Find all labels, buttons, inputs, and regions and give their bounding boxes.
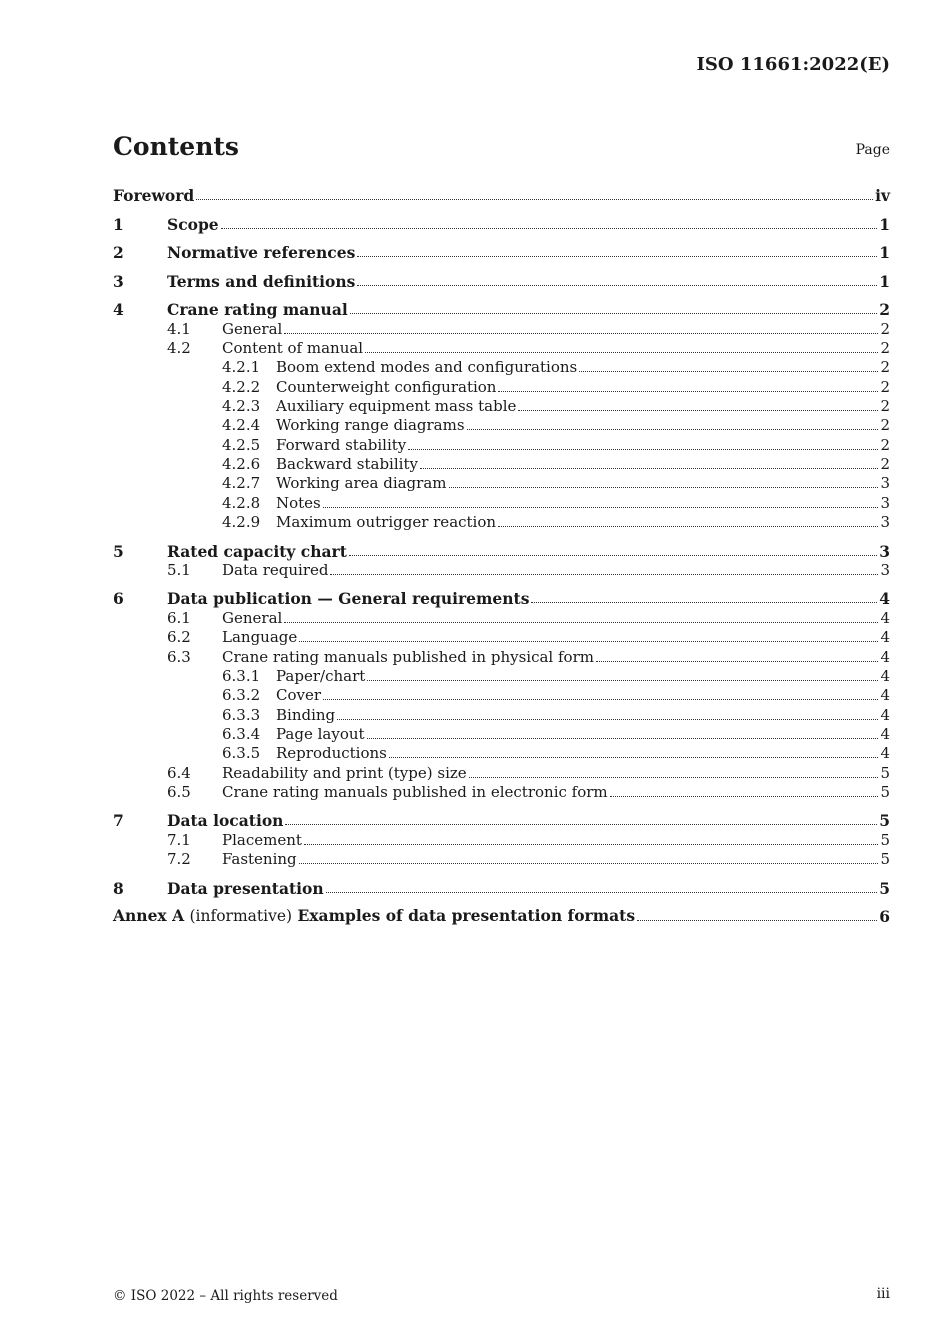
toc-number: 8 (113, 878, 124, 898)
toc-page-number: 2 (880, 358, 890, 377)
toc-page-number: 2 (880, 416, 890, 435)
toc-number: 6.3.3 (222, 705, 261, 724)
toc-title: Counterweight configuration (276, 377, 497, 396)
toc-title: Data required (222, 560, 329, 579)
leader-dots (579, 371, 878, 372)
toc-title: Crane rating manual (167, 300, 348, 320)
toc-entry[interactable] (113, 580, 890, 609)
toc-page-number: 5 (880, 850, 890, 869)
toc-entry[interactable] (113, 339, 890, 358)
toc-number: 6.3.2 (222, 686, 261, 705)
page-column-label: Page (855, 142, 890, 158)
toc-number: 4.2.7 (222, 474, 261, 493)
toc-title: Paper/chart (276, 666, 366, 685)
toc-number: 6.5 (167, 782, 191, 801)
leader-dots (367, 738, 879, 739)
leader-dots (367, 680, 878, 681)
toc-page-number: iv (875, 186, 890, 206)
leader-dots (449, 487, 879, 488)
toc-page-number: 4 (880, 744, 890, 763)
toc-page-number: 4 (880, 686, 890, 705)
toc-number: 5 (113, 541, 124, 561)
toc-page-number: 5 (880, 830, 890, 849)
leader-dots (285, 824, 877, 825)
toc-title: Data presentation (167, 878, 324, 898)
toc-number: 4.1 (167, 319, 191, 338)
toc-number: 4.2.9 (222, 513, 261, 532)
toc-title: Data location (167, 811, 284, 831)
toc-title: Maximum outrigger reaction (276, 513, 497, 532)
toc-page-number: 1 (879, 271, 890, 291)
toc-title: Page layout (276, 724, 365, 743)
toc-entry[interactable] (113, 513, 890, 532)
toc-title: Language (222, 628, 298, 647)
leader-dots (357, 256, 877, 257)
toc-number: 4.2.5 (222, 435, 261, 454)
leader-dots (420, 468, 879, 469)
toc-entry[interactable] (113, 686, 890, 705)
toc-number: 4 (113, 300, 124, 320)
toc-page-number: 2 (880, 397, 890, 416)
toc-entry[interactable] (113, 647, 890, 666)
toc-page-number: 2 (880, 435, 890, 454)
leader-dots (498, 526, 878, 527)
toc-page-number: 2 (879, 300, 890, 320)
toc-number: 4.2.3 (222, 397, 261, 416)
toc-entry[interactable] (113, 744, 890, 763)
toc-title: Cover (276, 686, 322, 705)
page-title: Contents (113, 132, 240, 161)
toc-number: 4.2.4 (222, 416, 261, 435)
toc-title: General (222, 319, 283, 338)
toc-title: Boom extend modes and configurations (276, 358, 578, 377)
toc-entry[interactable] (113, 186, 890, 205)
toc-page-number: 3 (880, 560, 890, 579)
leader-dots (323, 699, 878, 700)
toc-number: 6.3.1 (222, 666, 261, 685)
leader-dots (365, 352, 878, 353)
toc-entry[interactable] (113, 561, 890, 580)
toc-number: 5.1 (167, 560, 191, 579)
leader-dots (196, 199, 873, 200)
toc-title: Working area diagram (276, 474, 447, 493)
toc-title: Content of manual (222, 339, 364, 358)
toc-page-number: 6 (879, 907, 890, 927)
toc-entry[interactable] (113, 397, 890, 416)
toc-page-number: 4 (880, 647, 890, 666)
toc-title: Terms and definitions (167, 271, 356, 291)
toc-page-number: 1 (879, 214, 890, 234)
toc-number: 6.3.4 (222, 724, 261, 743)
toc-page-number: 3 (880, 513, 890, 532)
toc-entry[interactable] (113, 319, 890, 338)
toc-page-number: 2 (880, 377, 890, 396)
toc-number: 7 (113, 811, 124, 831)
toc-page-number: 2 (880, 319, 890, 338)
toc-entry[interactable] (113, 850, 890, 869)
leader-dots (330, 574, 878, 575)
toc-annex-title: Annex A (informative) Examples of data presentation formats (113, 906, 636, 926)
leader-dots (284, 333, 878, 334)
leader-dots (349, 555, 877, 556)
leader-dots (337, 719, 878, 720)
toc-page-number: 4 (879, 589, 890, 609)
toc-number: 2 (113, 243, 124, 263)
toc-title: Scope (167, 214, 219, 234)
toc-entry-annex-a[interactable] (113, 898, 890, 927)
leader-dots (304, 844, 879, 845)
toc-entry[interactable] (113, 435, 890, 454)
toc-page-number: 2 (880, 339, 890, 358)
toc-title: Crane rating manuals published in electronic form (222, 782, 608, 801)
toc-entry[interactable] (113, 532, 890, 561)
toc-entry[interactable] (113, 455, 890, 474)
toc-number: 7.1 (167, 830, 191, 849)
toc-entry[interactable] (113, 667, 890, 686)
toc-entry[interactable] (113, 416, 890, 435)
leader-dots (284, 622, 878, 623)
toc-title: Readability and print (type) size (222, 763, 467, 782)
leader-dots (357, 285, 877, 286)
toc-entry[interactable] (113, 358, 890, 377)
leader-dots (299, 863, 879, 864)
toc-title: Data publication — General requirements (167, 589, 530, 609)
leader-dots (531, 602, 877, 603)
toc-page-number: 5 (879, 811, 890, 831)
toc-entry[interactable] (113, 474, 890, 493)
toc-title: Working range diagrams (276, 416, 465, 435)
leader-dots (518, 410, 878, 411)
toc-page-number: 4 (880, 608, 890, 627)
toc-title: Placement (222, 830, 302, 849)
toc-number: 7.2 (167, 850, 191, 869)
toc-number: 1 (113, 214, 124, 234)
toc-number: 6.1 (167, 608, 191, 627)
toc-entry[interactable] (113, 725, 890, 744)
table-of-contents (113, 186, 890, 926)
leader-dots (637, 920, 877, 921)
toc-entry[interactable] (113, 493, 890, 512)
toc-entry[interactable] (113, 802, 890, 831)
leader-dots (610, 796, 879, 797)
toc-page-number: 1 (879, 243, 890, 263)
leader-dots (596, 661, 878, 662)
toc-title: Foreword (113, 186, 195, 206)
toc-entry[interactable] (113, 763, 890, 782)
toc-page-number: 4 (880, 705, 890, 724)
leader-dots (326, 892, 878, 893)
toc-entry[interactable] (113, 783, 890, 802)
toc-entry[interactable] (113, 205, 890, 234)
toc-entry[interactable] (113, 869, 890, 898)
toc-title: Forward stability (276, 435, 407, 454)
toc-page-number: 3 (879, 541, 890, 561)
leader-dots (350, 313, 877, 314)
toc-title: Normative references (167, 243, 356, 263)
toc-number: 4.2.6 (222, 455, 261, 474)
toc-page-number: 4 (880, 724, 890, 743)
toc-title: Reproductions (276, 744, 387, 763)
toc-page-number: 3 (880, 474, 890, 493)
toc-entry[interactable] (113, 262, 890, 291)
toc-entry[interactable] (113, 705, 890, 724)
leader-dots (469, 777, 879, 778)
toc-entry[interactable] (113, 234, 890, 263)
toc-entry[interactable] (113, 377, 890, 396)
leader-dots (323, 507, 879, 508)
document-id: ISO 11661:2022(E) (696, 54, 890, 75)
toc-title: Binding (276, 705, 336, 724)
toc-number: 4.2.1 (222, 358, 261, 377)
toc-page-number: 5 (880, 782, 890, 801)
leader-dots (408, 449, 878, 450)
toc-page-number: 3 (880, 493, 890, 512)
toc-number: 3 (113, 271, 124, 291)
toc-number: 6.3.5 (222, 744, 261, 763)
toc-entry[interactable] (113, 608, 890, 627)
toc-page-number: 2 (880, 455, 890, 474)
toc-title: General (222, 608, 283, 627)
toc-page-number: 5 (879, 878, 890, 898)
toc-title: Fastening (222, 850, 297, 869)
toc-number: 6.2 (167, 628, 191, 647)
toc-entry[interactable] (113, 830, 890, 849)
leader-dots (467, 429, 879, 430)
toc-title: Notes (276, 493, 321, 512)
toc-entry[interactable] (113, 628, 890, 647)
toc-number: 6 (113, 589, 124, 609)
toc-title: Backward stability (276, 455, 418, 474)
toc-page-number: 4 (880, 628, 890, 647)
toc-title: Rated capacity chart (167, 541, 347, 561)
toc-number: 6.3 (167, 647, 191, 666)
copyright-notice: © ISO 2022 – All rights reserved (113, 1288, 338, 1304)
toc-number: 4.2.8 (222, 493, 261, 512)
leader-dots (221, 228, 878, 229)
toc-entry[interactable] (113, 291, 890, 320)
toc-page-number: 5 (880, 763, 890, 782)
toc-number: 6.4 (167, 763, 191, 782)
toc-number: 4.2 (167, 339, 191, 358)
toc-title: Auxiliary equipment mass table (276, 397, 517, 416)
toc-page-number: 4 (880, 666, 890, 685)
page-number: iii (876, 1286, 890, 1302)
toc-number: 4.2.2 (222, 377, 261, 396)
leader-dots (299, 641, 878, 642)
toc-title: Crane rating manuals published in physical form (222, 647, 594, 666)
leader-dots (389, 757, 879, 758)
leader-dots (498, 391, 878, 392)
